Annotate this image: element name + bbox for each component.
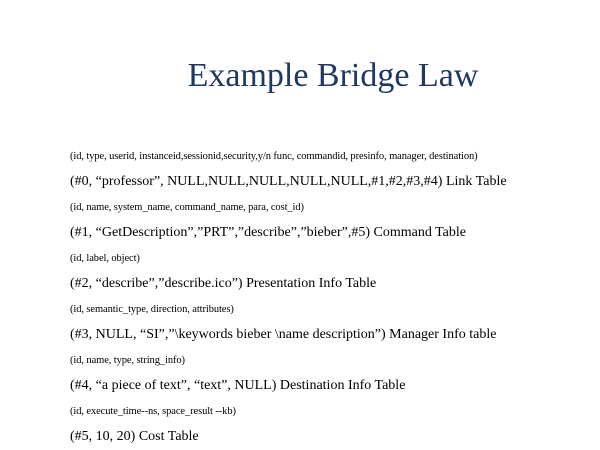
presentation-info-schema: (id, label, object)	[70, 253, 140, 264]
command-table-schema: (id, name, system_name, command_name, para, cost_id)	[70, 202, 304, 213]
cost-table-schema: (id, execute_time--ns, space_result --kb)	[70, 406, 236, 417]
link-table-row: (#0, “professor”, NULL,NULL,NULL,NULL,NULL,#1,#2,#3,#4) Link Table	[70, 174, 507, 189]
slide-title: Example Bridge Law	[187, 57, 479, 94]
command-table-row: (#1, “GetDescription”,”PRT”,”describe”,”bieber”,#5) Command Table	[70, 225, 466, 240]
manager-info-schema: (id, semantic_type, direction, attributes)	[70, 304, 234, 315]
destination-info-schema: (id, name, type, string_info)	[70, 355, 185, 366]
presentation-info-row: (#2, “describe”,”describe.ico”) Presentation Info Table	[70, 276, 377, 291]
destination-info-row: (#4, “a piece of text”, “text”, NULL) Destination Info Table	[70, 378, 406, 393]
cost-table-row: (#5, 10, 20) Cost Table	[70, 429, 199, 444]
manager-info-row: (#3, NULL, “SI”,”\keywords bieber \name description”) Manager Info table	[70, 327, 497, 342]
link-table-schema: (id, type, userid, instanceid,sessionid,security,y/n func, commandid, presinfo, manager, destination)	[70, 151, 478, 162]
bridge-law-lines	[70, 150, 595, 446]
